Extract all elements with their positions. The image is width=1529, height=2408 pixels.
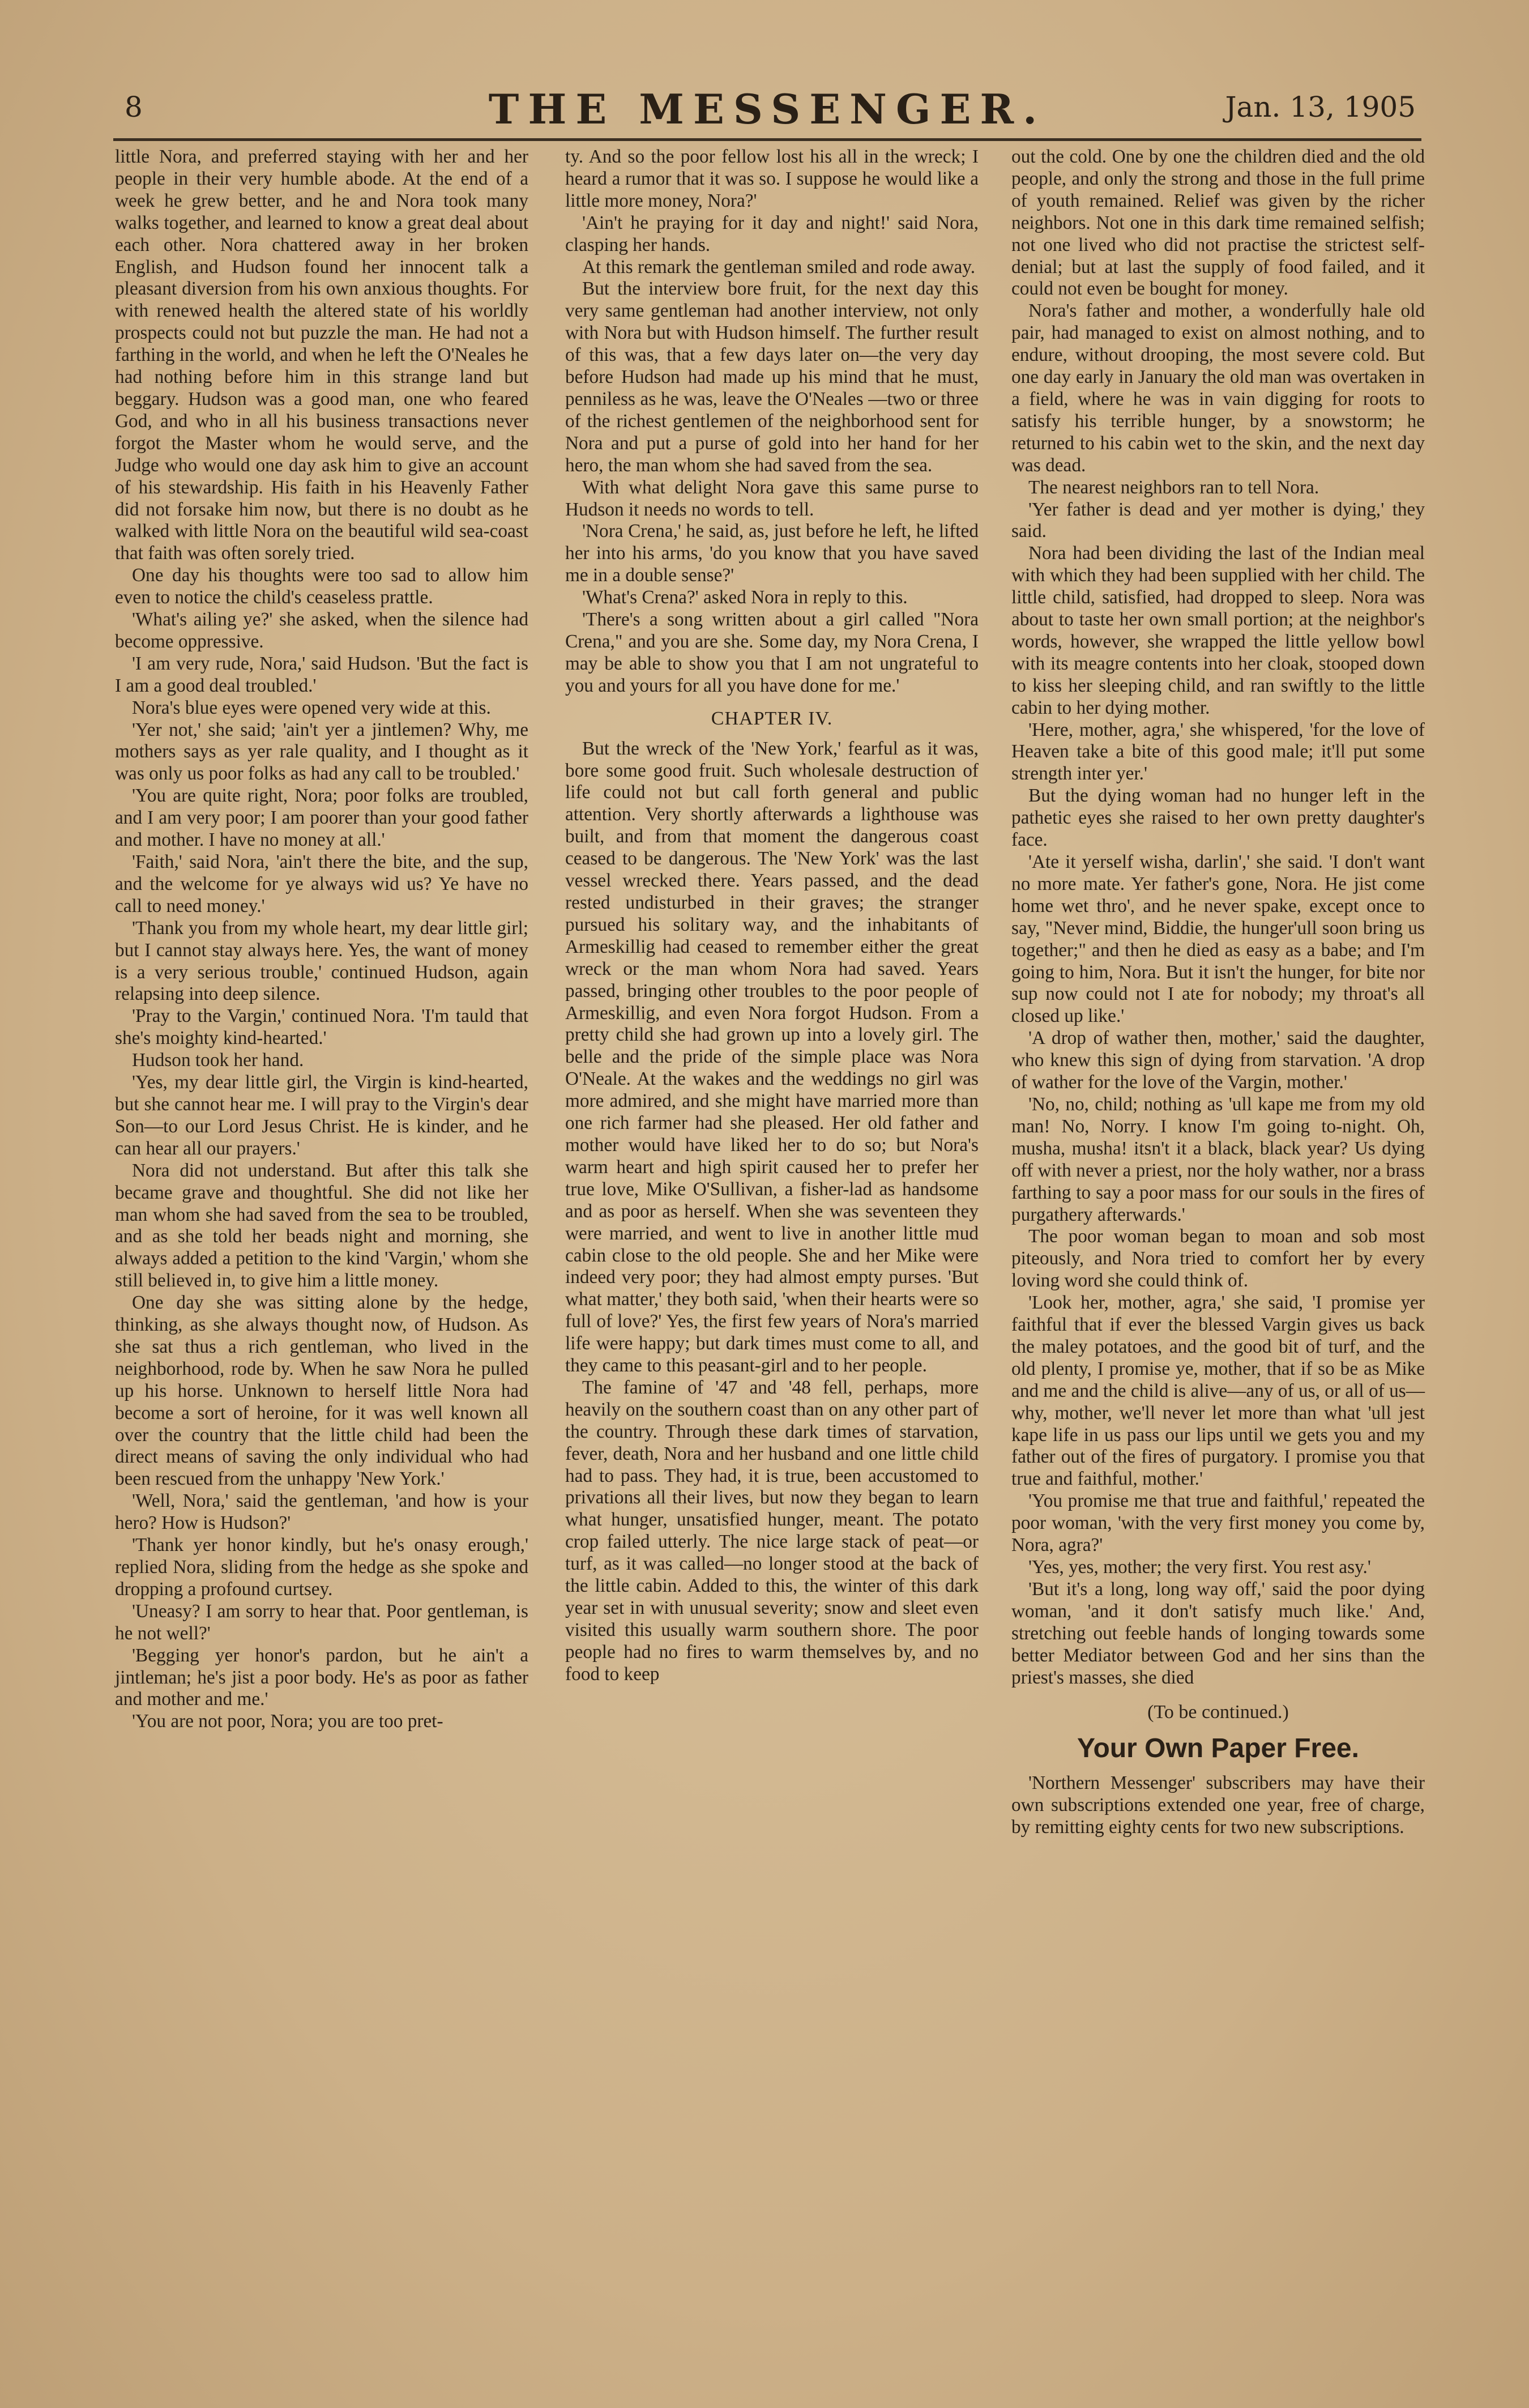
paragraph: The famine of '47 and '48 fell, perhaps, more heavily on the southern coast than on any other part of the country. Through these dark times of starvation, fever, death, Nora and her husband and one little child had to pass. They had, it is true, been accustomed to privations all their lives, but now they began to learn what hunger, unsatisfied hunger, meant. The potato crop failed utterly. The nice large stack of peat—or turf, as it was called—no longer stood at the back of the little cabin. Added to this, the winter of this dark year set in with unusual severity; snow and sleet even visited this usually warm southern shore. The poor people had no fires to warm themselves by, and no food to keep (565, 1376, 979, 1685)
paragraph: 'But it's a long, long way off,' said the poor dying woman, 'and it don't satisfy much like.' And, stretching out feeble hands of longing towards some better Mediator between God and her sins than the priest's masses, she died (1011, 1578, 1425, 1688)
paragraph: little Nora, and preferred staying with her and her people in their very humble abode. At the end of a week he grew better, and he and Nora took many walks together, and learned to know a great deal about each other. Nora chattered away in her broken English, and Hudson found her innocent talk a pleasant diversion from his own anxious thoughts. For with renewed health the altered state of his worldly prospects could not but puzzle the man. He had not a farthing in the world, and when he left the O'Neales he had nothing before him in this strange land but beggary. Hudson was a good man, one who feared God, and who in all his business transactions never forgot the Master whom he would serve, and the Judge who would one day ask him to give an account of his stewardship. His faith in his Heavenly Father did not forsake him now, but there is no doubt as he walked with little Nora on the beautiful wild sea-coast that faith was often sorely tried. (115, 146, 528, 564)
masthead (113, 85, 1421, 136)
header-rule (113, 138, 1421, 141)
paragraph: ty. And so the poor fellow lost his all in the wreck; I heard a rumor that it was so. I suppose he would like a little more money, Nora?' (565, 146, 979, 211)
paragraph: Nora did not understand. But after this talk she became grave and thoughtful. She did not like her man whom she had saved from the sea to be troubled, and as she told her beads night and morning, she always added a petition to the kind 'Vargin,' whom she still believed in, to give him a little money. (115, 1160, 528, 1292)
paragraph: 'You are quite right, Nora; poor folks are troubled, and I am very poor; I am poorer than your good father and mother. I have no money at all.' (115, 785, 528, 851)
paragraph: 'There's a song written about a girl called "Nora Crena," and you are she. Some day, my Nora Crena, I may be able to show you that I am not ungrateful to you and yours for all you have done for me.' (565, 609, 979, 696)
issue-date: Jan. 13, 1905 (1225, 91, 1416, 123)
paragraph: 'Here, mother, agra,' she whispered, 'for the love of Heaven take a bite of this good male; it'll put some strength inter yer.' (1011, 719, 1425, 785)
paragraph: 'Look her, mother, agra,' she said, 'I promise yer faithful that if ever the blessed Vargin gives us back the maley potatoes, and the good bit of turf, and the old plenty, I promise ye, mother, that if so be as Mike and me and the child is alive—any of us, or all of us—why, mother, we'll never let more than what 'ull jest kape life in us pass our lips until we gets you and my father out of the fires of purgatory. I promise you that true and faithful, mother.' (1011, 1292, 1425, 1490)
continued-note: (To be continued.) (1147, 1702, 1289, 1723)
paragraph: Nora's blue eyes were opened very wide at this. (132, 697, 491, 718)
column-3 (1011, 146, 1425, 1839)
paragraph: 'Thank you from my whole heart, my dear little girl; but I cannot stay always here. Yes, the want of money is a very serious trouble,' continued Hudson, again relapsing into deep silence. (115, 917, 528, 1005)
paragraph: But the dying woman had no hunger left in the pathetic eyes she raised to her own pretty daughter's face. (1011, 785, 1425, 851)
paragraph: Nora had been dividing the last of the Indian meal with which they had been supplied with her child. The little child, satisfied, had dropped to sleep. Nora was about to taste her own small portion; at the neighbor's words, however, she wrapped the little yellow bowl with its meagre contents into her cloak, stooped down to kiss her sleeping child, and ran swiftly to the little cabin to her dying mother. (1011, 543, 1425, 718)
paragraph: 'Well, Nora,' said the gentleman, 'and how is your hero? How is Hudson?' (115, 1490, 528, 1534)
paragraph: 'Pray to the Vargin,' continued Nora. 'I'm tauld that she's moighty kind-hearted.' (115, 1005, 528, 1049)
ad-text: 'Northern Messenger' subscribers may have their own subscriptions extended one year, free of charge, by remitting eighty cents for two new subscriptions. (1011, 1772, 1425, 1838)
paragraph: With what delight Nora gave this same purse to Hudson it needs no words to tell. (565, 476, 979, 520)
paragraph: 'Ain't he praying for it day and night!' said Nora, clasping her hands. (565, 212, 979, 255)
paragraph: But the wreck of the 'New York,' fearful as it was, bore some good fruit. Such wholesale destruction of life could not but call forth general and public attention. Very shortly afterwards a lighthouse was built, and from that moment the dangerous coast ceased to be dangerous. The 'New York' was the last vessel wrecked there. Years passed, and the dead rested undisturbed in their graves; the stranger pursued his solitary way, and the inhabitants of Armeskillig had ceased to remember either the great wreck or the man whom Nora had saved. Years passed, bringing other troubles to the poor people of Armeskillig, and even Nora forgot Hudson. From a pretty child she had grown up into a lovely girl. The belle and the pride of the simple place was Nora O'Neale. At the wakes and the weddings no girl was more admired, and she might have married more than one rich farmer had she pleased. Her old father and mother would have liked her to do so; but Nora's warm heart and high spirit caused her to prefer her true love, Mike O'Sullivan, a fisher-lad as handsome and as poor as herself. When she was seventeen they were married, and went to live in another little mud cabin close to the old people. She and her Mike were indeed very poor; they had almost empty purses. 'But what matter,' they both said, 'when their hearts were so full of love?' Yes, the first few years of Nora's married life were happy; but dark times must come to all, and they came to this peasant-girl and to her people. (565, 738, 979, 1376)
paragraph: 'Nora Crena,' he said, as, just before he left, he lifted her into his arms, 'do you know that you have saved me in a double sense?' (565, 521, 979, 586)
ad-heading: Your Own Paper Free. (1077, 1733, 1359, 1764)
paragraph: Nora's father and mother, a wonderfully hale old pair, had managed to exist on almost nothing, and to endure, without drooping, the most severe cold. But one day early in January the old man was overtaken in a field, where he was in vain digging for roots to satisfy his terrible hunger, by a snowstorm; he returned to his cabin wet to the skin, and the next day was dead. (1011, 300, 1425, 476)
paragraph: The poor woman began to moan and sob most piteously, and Nora tried to comfort her by every loving word she could think of. (1011, 1226, 1425, 1292)
paragraph: But the interview bore fruit, for the next day this very same gentleman had another interview, not only with Nora but with Hudson himself. The further result of this was, that a few days later on—the very day before Hudson had made up his mind that he must, penniless as he was, leave the O'Neales —two or three of the richest gentlemen of the neighborhood sent for Nora and put a purse of gold into her hand for her hero, the man whom she had saved from the sea. (565, 278, 979, 476)
paragraph: At this remark the gentleman smiled and rode away. (582, 256, 976, 278)
paragraph: 'Yes, yes, mother; the very first. You rest asy.' (1028, 1557, 1371, 1578)
paragraph: One day his thoughts were too sad to allow him even to notice the child's ceaseless prattle. (115, 565, 528, 608)
paragraph: 'Thank yer honor kindly, but he's onasy erough,' replied Nora, sliding from the hedge as she spoke and dropping a profound curtsey. (115, 1535, 528, 1600)
paragraph: 'I am very rude, Nora,' said Hudson. 'But the fact is I am a good deal troubled.' (115, 653, 528, 696)
paragraph: 'What's Crena?' asked Nora in reply to this. (582, 587, 908, 608)
paragraph: 'Ate it yerself wisha, darlin',' she said. 'I don't want no more mate. Yer father's gone, Nora. He jist come home wet thro', and he never spake, except once to say, "Never mind, Biddie, the hunger'ull soon bring us together;" and then he died as easy as a babe; and I'm going to him, Nora. But it isn't the hunger, for bite nor sup now could not I ate for nobody; my throat's all closed up like.' (1011, 851, 1425, 1027)
paragraph: 'Yer father is dead and yer mother is dying,' they said. (1011, 498, 1425, 542)
chapter-heading: CHAPTER IV. (711, 708, 833, 729)
paragraph: out the cold. One by one the children died and the old people, and only the strong and those in the full prime of youth remained. Relief was given by the richer neighbors. Not one in this dark time remained selfish; not one lived who did not practise the strictest self-denial; but at last the supply of food failed, and it could not even be bought for money. (1011, 146, 1425, 300)
paragraph: 'You promise me that true and faithful,' repeated the poor woman, 'with the very first money you come by, Nora, agra?' (1011, 1490, 1425, 1556)
paragraph: 'You are not poor, Nora; you are too pret- (132, 1711, 443, 1732)
paragraph: 'Yes, my dear little girl, the Virgin is kind-hearted, but she cannot hear me. I will pray to the Virgin's dear Son—to our Lord Jesus Christ. He is kinder, and he can hear all our prayers.' (115, 1072, 528, 1159)
paragraph: 'Begging yer honor's pardon, but he ain't a jintleman; he's jist a poor body. He's as poor as father and mother and me.' (115, 1644, 528, 1710)
page-number: 8 (125, 91, 143, 123)
column-1 (115, 146, 528, 1733)
ad-body (1011, 1772, 1425, 1839)
paragraph: The nearest neighbors ran to tell Nora. (1028, 476, 1319, 498)
paragraph: 'Uneasy? I am sorry to hear that. Poor gentleman, is he not well?' (115, 1600, 528, 1644)
newspaper-title: THE MESSENGER. (488, 85, 1047, 133)
paragraph: 'Faith,' said Nora, 'ain't there the bite, and the sup, and the welcome for ye always wid us? Ye have no call to need money.' (115, 851, 528, 917)
paragraph: 'No, no, child; nothing as 'ull kape me from my old man! No, Norry. I know I'm going to-night. Oh, musha, musha! itsn't it a black, black year? Us dying off with never a priest, nor the holy wather, nor a brass farthing to say a poor mass for our souls in the fires of purgathery afterwards.' (1011, 1093, 1425, 1225)
column-2 (565, 146, 979, 1686)
paragraph: 'A drop of wather then, mother,' said the daughter, who knew this sign of dying from starvation. 'A drop of wather for the love of the Vargin, mother.' (1011, 1028, 1425, 1093)
paragraph: One day she was sitting alone by the hedge, thinking, as she always thought now, of Hudson. As she sat thus a rich gentleman, who lived in the neighborhood, rode by. When he saw Nora he pulled up his horse. Unknown to herself little Nora had become a sort of heroine, for it was well known all over the country that the little child had been the direct means of saving the only individual who had been rescued from the unhappy 'New York.' (115, 1292, 528, 1490)
paragraph: 'Yer not,' she said; 'ain't yer a jintlemen? Why, me mothers says as yer rale quality, and I thought as it was only us poor folks as had any call to be troubled.' (115, 719, 528, 785)
paragraph: 'What's ailing ye?' she asked, when the silence had become oppressive. (115, 609, 528, 652)
paragraph: Hudson took her hand. (132, 1050, 304, 1071)
